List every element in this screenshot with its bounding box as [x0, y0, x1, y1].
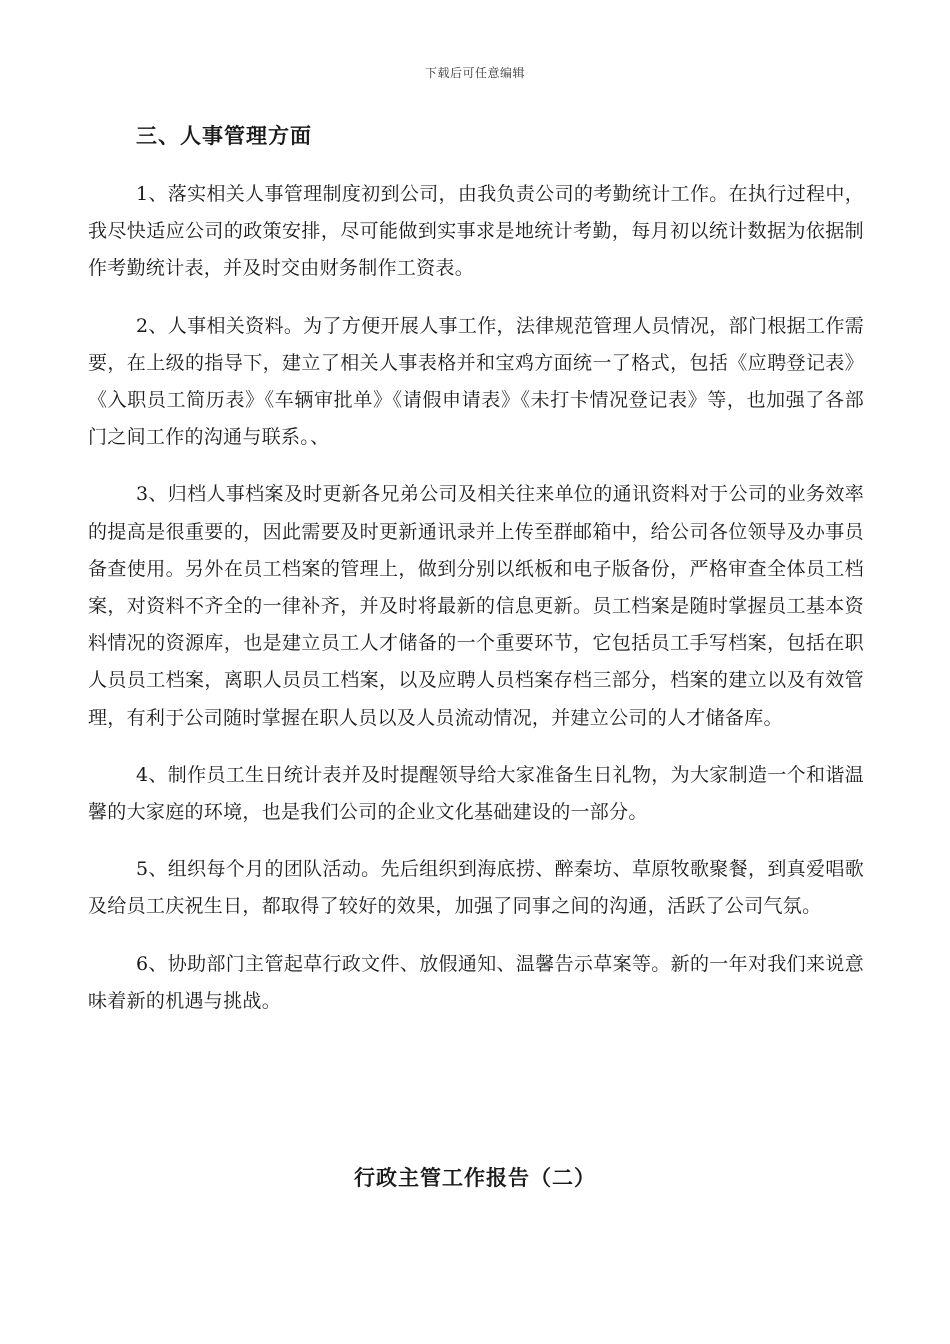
paragraph-5: 5、组织每个月的团队活动。先后组织到海底捞、醉秦坊、草原牧歌聚餐，到真爱唱歌及给员工庆祝生日，都取得了较好的效果，加强了同事之间的沟通，活跃了公司气氛。	[88, 858, 864, 918]
section-heading: 三、人事管理方面	[136, 123, 312, 148]
paragraph-3: 3、归档人事档案及时更新各兄弟公司及相关往来单位的通讯资料对于公司的业务效率的提高是很重要的，因此需要及时更新通讯录并上传至群邮箱中，给公司各位领导及办事员备查使用。另外在员工档案的管理上，做到分别以纸板和电子版备份，严格审查全体员工档案，对资料不齐全的一律补齐，并及时将最新的信息更新。员工档案是随时掌握员工基本资料情况的资源库，也是建立员工人才储备的一个重要环节，它包括员工手写档案，包括在职人员员工档案，离职人员员工档案，以及应聘人员档案存档三部分，档案的建立以及有效管理，有利于公司随时掌握在职人员以及人员流动情况，并建立公司的人才储备库。	[88, 483, 864, 729]
page-header-note: 下载后可任意编辑	[424, 66, 525, 80]
paragraph-4: 4、制作员工生日统计表并及时提醒领导给大家准备生日礼物，为大家制造一个和谐温馨的大家庭的环境，也是我们公司的企业文化基础建设的一部分。	[88, 763, 864, 824]
report-title: 行政主管工作报告（二）	[354, 1165, 596, 1190]
paragraph-6: 6、协助部门主管起草行政文件、放假通知、温馨告示草案等。新的一年对我们来说意味着新的机遇与挑战。	[88, 952, 864, 1012]
body-text	[88, 176, 864, 1040]
paragraph-2: 2、人事相关资料。为了方便开展人事工作，法律规范管理人员情况，部门根据工作需要，在上级的指导下，建立了相关人事表格并和宝鸡方面统一了格式，包括《应聘登记表》《入职员工简历表》《车辆审批单》《请假申请表》《未打卡情况登记表》等，也加强了各部门之间工作的沟通与联系。、	[88, 314, 864, 449]
paragraph-1: 1、落实相关人事管理制度初到公司，由我负责公司的考勤统计工作。在执行过程中，我尽快适应公司的政策安排，尽可能做到实事求是地统计考勤，每月初以统计数据为依据制作考勤统计表，并及时交由财务制作工资表。	[88, 183, 864, 280]
